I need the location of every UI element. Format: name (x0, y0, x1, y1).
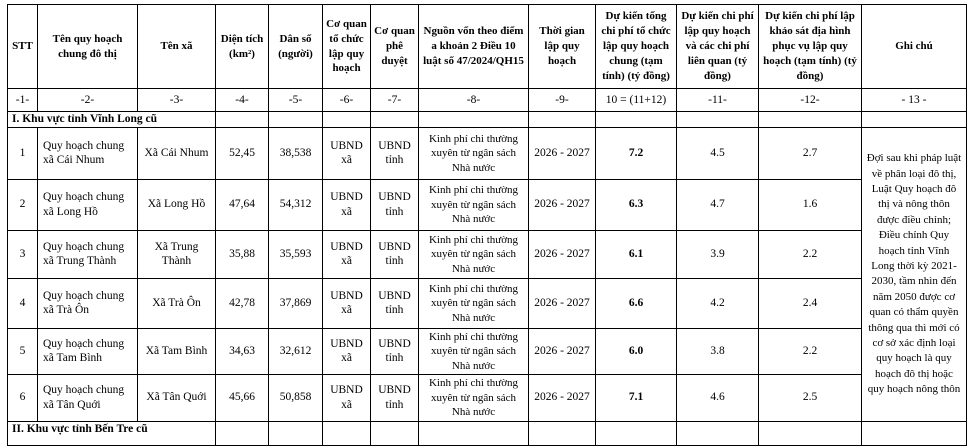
section-row-ben-tre (8, 421, 967, 445)
empty-cell (371, 112, 419, 128)
col-num-6: -6- (323, 89, 371, 112)
cell-organizer: UBND xã (323, 328, 371, 374)
cell-planning-cost: 3.9 (677, 230, 759, 278)
cell-population: 54,312 (269, 179, 323, 230)
cell-approver: UBND tỉnh (371, 278, 419, 328)
col-header-planning-cost: Dự kiến chi phí lập quy hoạch và các chi phí liên quan (tỷ đồng) (677, 5, 759, 89)
cell-approver: UBND tỉnh (371, 328, 419, 374)
col-header-survey-cost: Dự kiến chi phí lập khảo sát địa hình phục vụ lập quy hoạch (tạm tính) (tỷ đồng) (759, 5, 862, 89)
table-row (8, 328, 967, 374)
cell-stt: 5 (8, 328, 38, 374)
empty-cell (596, 421, 677, 445)
cell-organizer: UBND xã (323, 278, 371, 328)
col-header-approver: Cơ quan phê duyệt (371, 5, 419, 89)
cell-survey-cost: 2.2 (759, 328, 862, 374)
cell-period: 2026 - 2027 (529, 127, 596, 179)
cell-area: 45,66 (216, 374, 269, 421)
cell-survey-cost: 2.4 (759, 278, 862, 328)
cell-approver: UBND tỉnh (371, 179, 419, 230)
col-num-5: -5- (269, 89, 323, 112)
empty-cell (862, 421, 967, 445)
cell-approver: UBND tỉnh (371, 230, 419, 278)
cell-survey-cost: 1.6 (759, 179, 862, 230)
col-num-3: -3- (138, 89, 216, 112)
column-number-row (8, 89, 967, 112)
cell-stt: 2 (8, 179, 38, 230)
cell-total-cost: 6.3 (596, 179, 677, 230)
cell-plan-name: Quy hoạch chung xã Cái Nhum (38, 127, 138, 179)
col-num-10: 10 = (11+12) (596, 89, 677, 112)
cell-organizer: UBND xã (323, 127, 371, 179)
table-row (8, 230, 967, 278)
cell-period: 2026 - 2027 (529, 230, 596, 278)
col-num-12: -12- (759, 89, 862, 112)
cell-funding: Kinh phí chi thường xuyên từ ngân sách Nhà nước (419, 127, 529, 179)
cell-area: 47,64 (216, 179, 269, 230)
cell-commune: Xã Trung Thành (138, 230, 216, 278)
empty-cell (269, 421, 323, 445)
empty-cell (269, 112, 323, 128)
empty-cell (759, 112, 862, 128)
empty-cell (216, 112, 269, 128)
col-header-organizer: Cơ quan tổ chức lập quy hoạch (323, 5, 371, 89)
cell-population: 38,538 (269, 127, 323, 179)
cell-population: 37,869 (269, 278, 323, 328)
empty-cell (323, 112, 371, 128)
cell-population: 50,858 (269, 374, 323, 421)
cell-stt: 6 (8, 374, 38, 421)
cell-population: 32,612 (269, 328, 323, 374)
cell-area: 52,45 (216, 127, 269, 179)
cell-planning-cost: 4.7 (677, 179, 759, 230)
cell-planning-cost: 4.6 (677, 374, 759, 421)
col-header-funding-source: Nguồn vốn theo điểm a khoản 2 Điều 10 luật số 47/2024/QH15 (419, 5, 529, 89)
cell-commune: Xã Trà Ôn (138, 278, 216, 328)
cell-stt: 3 (8, 230, 38, 278)
empty-cell (759, 421, 862, 445)
col-num-9: -9- (529, 89, 596, 112)
cell-planning-cost: 3.8 (677, 328, 759, 374)
table-header-row (8, 5, 967, 89)
empty-cell (323, 421, 371, 445)
planning-cost-table (7, 4, 967, 446)
cell-funding: Kinh phí chi thường xuyên từ ngân sách Nhà nước (419, 230, 529, 278)
cell-total-cost: 6.0 (596, 328, 677, 374)
col-num-13: - 13 - (862, 89, 967, 112)
col-num-11: -11- (677, 89, 759, 112)
empty-cell (371, 421, 419, 445)
section-row-vinh-long (8, 112, 967, 128)
col-num-7: -7- (371, 89, 419, 112)
cell-period: 2026 - 2027 (529, 179, 596, 230)
cell-area: 35,88 (216, 230, 269, 278)
cell-total-cost: 7.2 (596, 127, 677, 179)
empty-cell (529, 421, 596, 445)
cell-period: 2026 - 2027 (529, 374, 596, 421)
col-header-period: Thời gian lập quy hoạch (529, 5, 596, 89)
cell-funding: Kinh phí chi thường xuyên từ ngân sách Nhà nước (419, 179, 529, 230)
cell-commune: Xã Tam Bình (138, 328, 216, 374)
cell-population: 35,593 (269, 230, 323, 278)
cell-organizer: UBND xã (323, 230, 371, 278)
empty-cell (529, 112, 596, 128)
cell-total-cost: 6.1 (596, 230, 677, 278)
table-row (8, 127, 967, 179)
cell-commune: Xã Tân Quới (138, 374, 216, 421)
section-title: II. Khu vực tỉnh Bến Tre cũ (8, 421, 216, 445)
table-row (8, 179, 967, 230)
cell-survey-cost: 2.5 (759, 374, 862, 421)
cell-area: 42,78 (216, 278, 269, 328)
empty-cell (216, 421, 269, 445)
cell-funding: Kinh phí chi thường xuyên từ ngân sách Nhà nước (419, 374, 529, 421)
cell-plan-name: Quy hoạch chung xã Trung Thành (38, 230, 138, 278)
cell-planning-cost: 4.2 (677, 278, 759, 328)
col-header-stt: STT (8, 5, 38, 89)
cell-stt: 4 (8, 278, 38, 328)
cell-planning-cost: 4.5 (677, 127, 759, 179)
cell-total-cost: 7.1 (596, 374, 677, 421)
empty-cell (596, 112, 677, 128)
empty-cell (677, 112, 759, 128)
cell-plan-name: Quy hoạch chung xã Trà Ôn (38, 278, 138, 328)
table-row (8, 374, 967, 421)
cell-funding: Kinh phí chi thường xuyên từ ngân sách Nhà nước (419, 278, 529, 328)
col-header-plan-name: Tên quy hoạch chung đô thị (38, 5, 138, 89)
col-header-notes: Ghi chú (862, 5, 967, 89)
col-num-4: -4- (216, 89, 269, 112)
col-num-8: -8- (419, 89, 529, 112)
cell-survey-cost: 2.2 (759, 230, 862, 278)
cell-organizer: UBND xã (323, 374, 371, 421)
cell-funding: Kinh phí chi thường xuyên từ ngân sách Nhà nước (419, 328, 529, 374)
col-num-1: -1- (8, 89, 38, 112)
col-header-population: Dân số (người) (269, 5, 323, 89)
cell-commune: Xã Long Hồ (138, 179, 216, 230)
empty-cell (862, 112, 967, 128)
table-row (8, 278, 967, 328)
notes-merged-cell: Đợi sau khi pháp luật về phân loại đô thị, Luật Quy hoạch đô thị và nông thôn được điều chỉnh; Điều chỉnh Quy hoạch tỉnh Vĩnh Long thời kỳ 2021-2030, tầm nhìn đến năm 2050 được cơ quan có thẩm quyền thông qua thì mới có cơ sở xác định loại quy hoạch là quy hoạch đô thị hoặc quy hoạch nông thôn (862, 127, 967, 421)
cell-organizer: UBND xã (323, 179, 371, 230)
cell-period: 2026 - 2027 (529, 278, 596, 328)
cell-stt: 1 (8, 127, 38, 179)
cell-plan-name: Quy hoạch chung xã Tân Quới (38, 374, 138, 421)
col-num-2: -2- (38, 89, 138, 112)
cell-area: 34,63 (216, 328, 269, 374)
cell-survey-cost: 2.7 (759, 127, 862, 179)
cell-approver: UBND tỉnh (371, 374, 419, 421)
empty-cell (677, 421, 759, 445)
cell-period: 2026 - 2027 (529, 328, 596, 374)
col-header-area: Diện tích (km²) (216, 5, 269, 89)
cell-commune: Xã Cái Nhum (138, 127, 216, 179)
section-title: I. Khu vực tỉnh Vĩnh Long cũ (8, 112, 216, 128)
empty-cell (419, 112, 529, 128)
cell-total-cost: 6.6 (596, 278, 677, 328)
col-header-commune: Tên xã (138, 5, 216, 89)
empty-cell (419, 421, 529, 445)
cell-plan-name: Quy hoạch chung xã Tam Bình (38, 328, 138, 374)
cell-plan-name: Quy hoạch chung xã Long Hồ (38, 179, 138, 230)
cell-approver: UBND tỉnh (371, 127, 419, 179)
col-header-total-cost: Dự kiến tổng chi phí tổ chức lập quy hoạch chung (tạm tính) (tỷ đồng) (596, 5, 677, 89)
